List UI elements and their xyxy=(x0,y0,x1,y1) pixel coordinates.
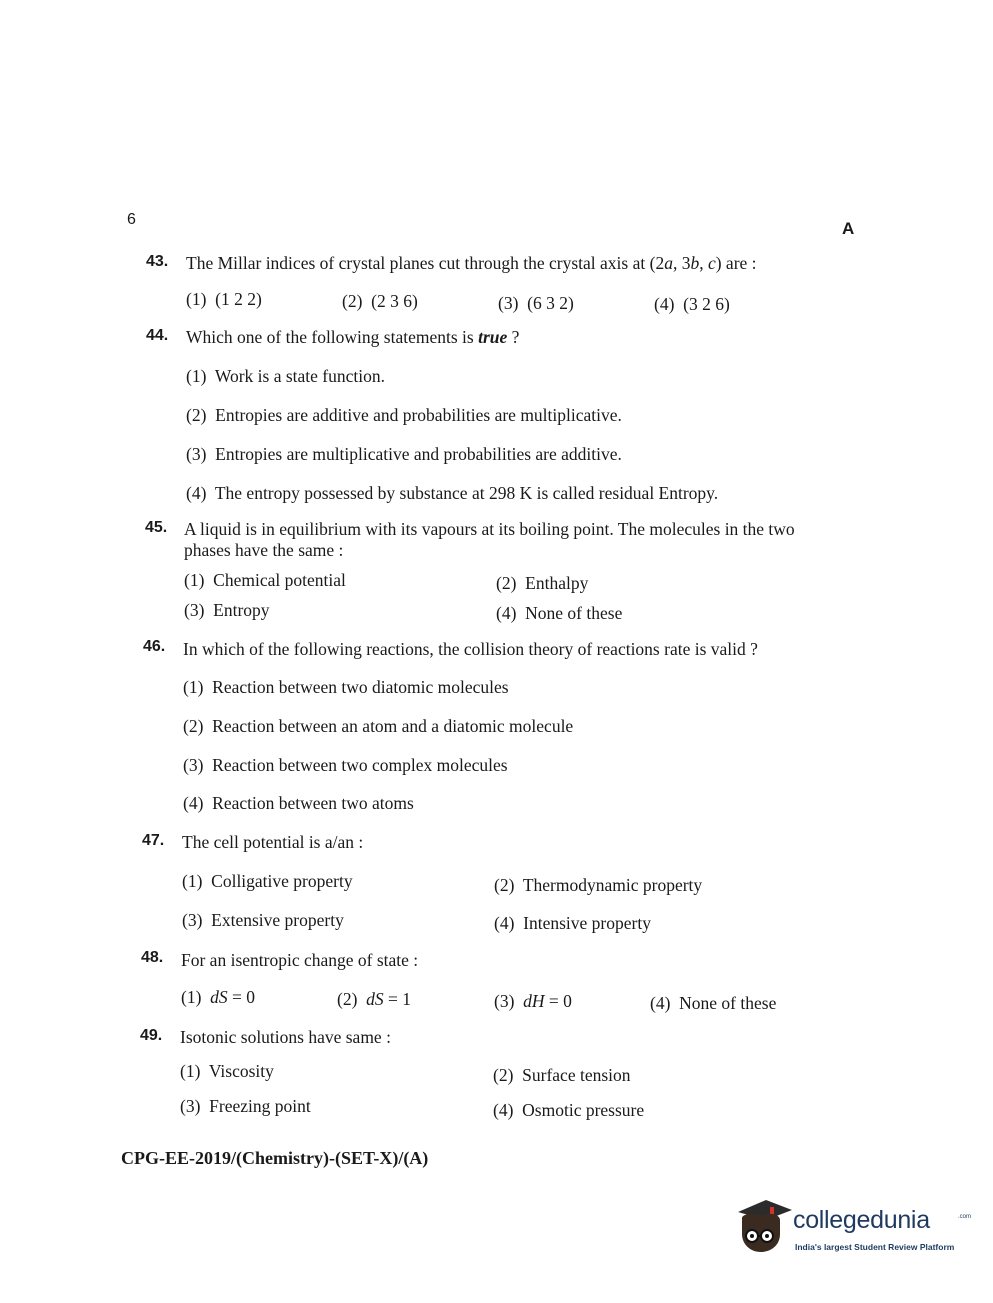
option-3: (3) Entropy xyxy=(184,600,270,620)
option-1: (1) Reaction between two diatomic molecules xyxy=(183,677,509,697)
option-1: (1) Colligative property xyxy=(182,871,353,891)
option-4: (4) None of these xyxy=(496,603,623,623)
option-3: (3) (6 3 2) xyxy=(498,293,574,313)
question-number: 48. xyxy=(141,949,164,966)
question-number: 43. xyxy=(146,253,169,270)
option-1: (1) (1 2 2) xyxy=(186,289,262,309)
question-text: The cell potential is a/an : xyxy=(182,832,364,852)
question-number: 49. xyxy=(140,1027,163,1044)
brand-wordmark: collegedunia xyxy=(793,1206,930,1234)
question-text: The Millar indices of crystal planes cut through the crystal axis at (2a, 3b, c) are : xyxy=(186,253,757,273)
question-number: 45. xyxy=(145,519,168,536)
question-number: 46. xyxy=(143,638,166,655)
option-3: (3) Freezing point xyxy=(180,1096,311,1116)
option-3: (3) Reaction between two complex molecules xyxy=(183,755,508,775)
option-2: (2) Entropies are additive and probabilities are multiplicative. xyxy=(186,405,622,425)
option-1: (1) Chemical potential xyxy=(184,570,346,590)
collegedunia-mascot-icon xyxy=(736,1198,794,1256)
question-text: Isotonic solutions have same : xyxy=(180,1027,391,1047)
page-number: 6 xyxy=(127,211,136,228)
eye-right-shape xyxy=(765,1234,769,1238)
option-1: (1) dS = 0 xyxy=(181,987,256,1007)
question-text: Which one of the following statements is true ? xyxy=(186,327,520,347)
option-2: (2) Thermodynamic property xyxy=(494,875,703,895)
option-3: (3) Extensive property xyxy=(182,910,344,930)
question-number: 47. xyxy=(142,832,165,849)
question-number: 44. xyxy=(146,327,169,344)
option-2: (2) Reaction between an atom and a diatomic molecule xyxy=(183,716,574,736)
question-text-line-1: A liquid is in equilibrium with its vapours at its boiling point. The molecules in the two xyxy=(184,519,795,539)
option-2: (2) Enthalpy xyxy=(496,573,589,593)
option-2: (2) Surface tension xyxy=(493,1065,631,1085)
eye-left-shape xyxy=(750,1234,754,1238)
option-4: (4) Osmotic pressure xyxy=(493,1100,645,1120)
question-text-line-2: phases have the same : xyxy=(184,540,344,560)
option-4: (4) The entropy possessed by substance at 298 K is called residual Entropy. xyxy=(186,483,719,503)
option-1: (1) Work is a state function. xyxy=(186,366,385,386)
option-4: (4) Intensive property xyxy=(494,913,651,933)
option-2: (2) (2 3 6) xyxy=(342,291,418,311)
paper-code-footer: CPG-EE-2019/(Chemistry)-(SET-X)/(A) xyxy=(121,1148,429,1168)
option-2: (2) dS = 1 xyxy=(337,989,412,1009)
option-1: (1) Viscosity xyxy=(180,1061,274,1081)
question-text: In which of the following reactions, the collision theory of reactions rate is valid ? xyxy=(183,639,758,659)
question-text: For an isentropic change of state : xyxy=(181,950,419,970)
option-4: (4) (3 2 6) xyxy=(654,294,730,314)
brand-domain-suffix: .com xyxy=(958,1214,972,1220)
option-4: (4) None of these xyxy=(650,993,777,1013)
option-3: (3) Entropies are multiplicative and probabilities are additive. xyxy=(186,444,622,464)
option-3: (3) dH = 0 xyxy=(494,991,572,1011)
brand-tagline: India's largest Student Review Platform xyxy=(795,1242,955,1252)
option-4: (4) Reaction between two atoms xyxy=(183,793,414,813)
set-letter: A xyxy=(842,219,855,238)
